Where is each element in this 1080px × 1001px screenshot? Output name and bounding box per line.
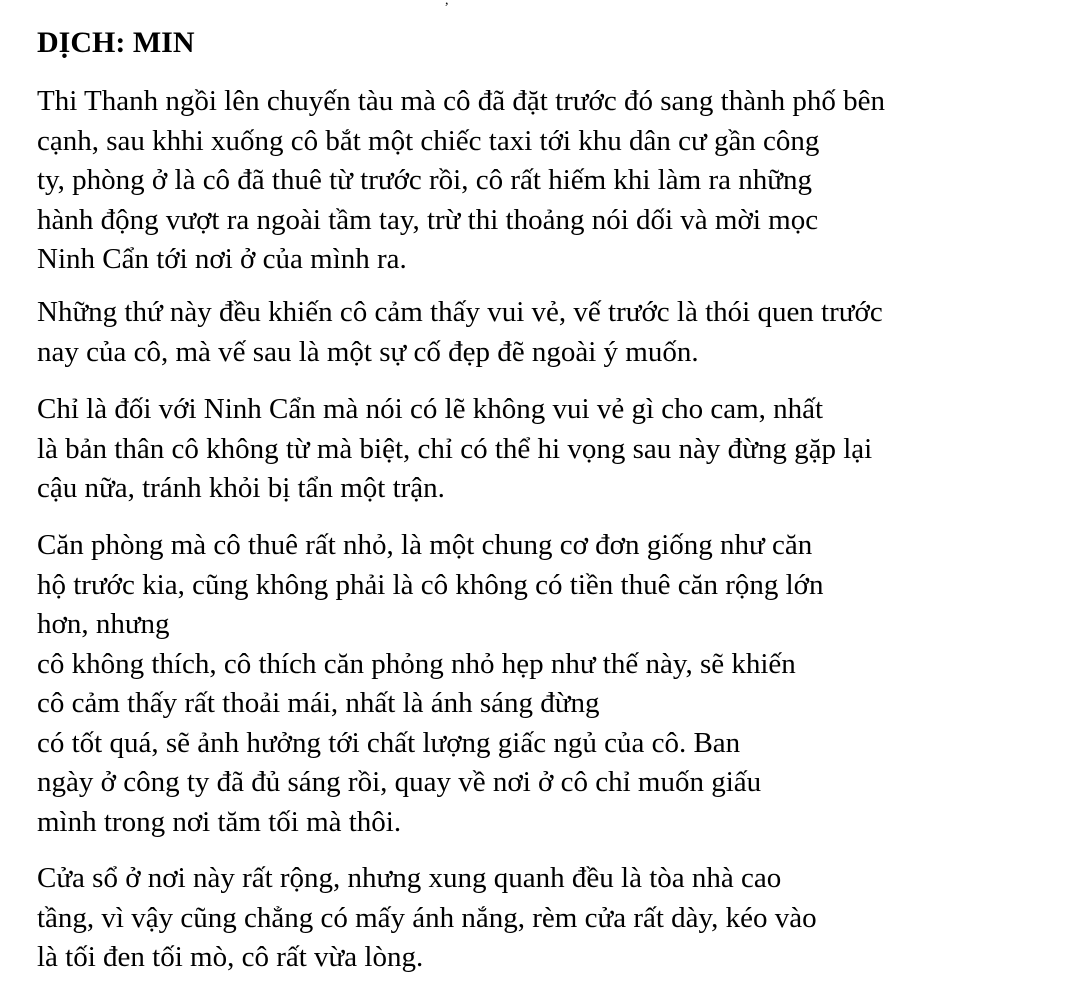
text-line: là tối đen tối mò, cô rất vừa lòng. [37,941,424,973]
text-line: tầng, vì vậy cũng chẳng có mấy ánh nắng, rèm cửa rất dày, kéo vào [37,901,817,934]
text-line: cậu nữa, tránh khỏi bị tẩn một trận. [37,472,445,504]
text-line: ty, phòng ở là cô đã thuê từ trước rồi, cô rất hiếm khi làm ra những [37,164,812,196]
text-line: ngày ở công ty đã đủ sáng rồi, quay về nơi ở cô chỉ muốn giấu [37,766,762,798]
text-line: Những thứ này đều khiến cô cảm thấy vui vẻ, vế trước là thói quen trước [37,296,883,328]
text-line: hơn, nhưng [37,608,170,640]
text-line: Chỉ là đối với Ninh Cẩn mà nói có lẽ không vui vẻ gì cho cam, nhất [37,393,824,425]
text-line: cạnh, sau khhi xuống cô bắt một chiếc taxi tới khu dân cư gần công [37,124,820,157]
text-line: hành động vượt ra ngoài tầm tay, trừ thi thoảng nói dối và mời mọc [37,203,819,236]
text-line: Ninh Cẩn tới nơi ở của mình ra. [37,243,407,275]
paragraph-1 [37,82,885,280]
text-line: hộ trước kia, cũng không phải là cô không có tiền thuê căn rộng lớn [37,568,824,601]
text-line: Căn phòng mà cô thuê rất nhỏ, là một chung cơ đơn giống như căn [37,529,813,561]
paragraph-3 [37,390,872,509]
top-punctuation-mark: , [445,0,449,8]
document-page [37,0,1067,1001]
translator-heading: DỊCH: MIN [37,26,195,59]
paragraph-5 [37,859,817,978]
text-line: nay của cô, mà vế sau là một sự cố đẹp đẽ ngoài ý muốn. [37,335,699,368]
text-line: là bản thân cô không từ mà biệt, chỉ có thể hi vọng sau này đừng gặp lại [37,432,873,465]
text-line: cô cảm thấy rất thoải mái, nhất là ánh sáng đừng [37,687,600,719]
text-line: mình trong nơi tăm tối mà thôi. [37,805,402,838]
text-line: cô không thích, cô thích căn phỏng nhỏ hẹp như thế này, sẽ khiến [37,647,796,680]
text-line: có tốt quá, sẽ ảnh hưởng tới chất lượng giấc ngủ của cô. Ban [37,726,741,759]
paragraph-2 [37,293,883,372]
text-line: Cửa sổ ở nơi này rất rộng, nhưng xung quanh đều là tòa nhà cao [37,862,782,894]
paragraph-4 [37,526,824,842]
text-line: Thi Thanh ngồi lên chuyến tàu mà cô đã đặt trước đó sang thành phố bên [37,85,885,117]
